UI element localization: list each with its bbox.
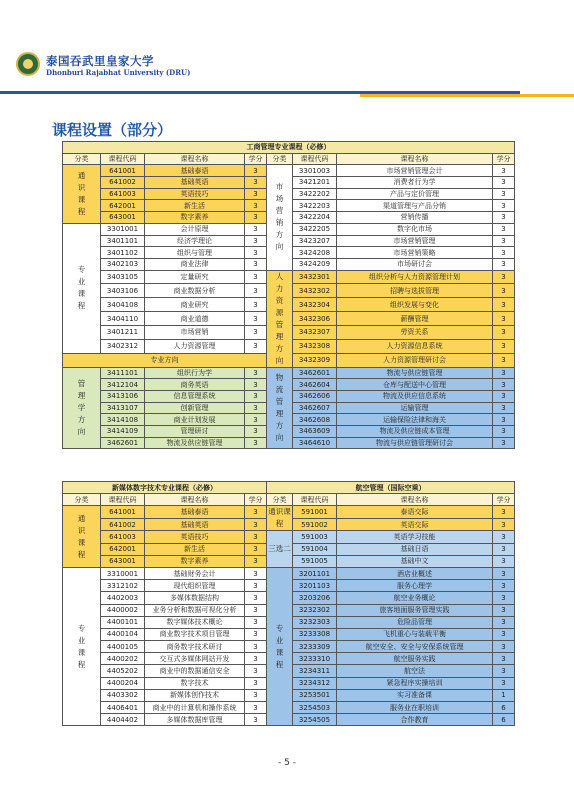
course-credit: 3 (493, 592, 515, 604)
course-name: 合作教育 (337, 714, 493, 726)
course-code: 3462608 (293, 414, 337, 426)
course-code: 3432306 (293, 312, 337, 326)
course-credit: 3 (245, 312, 267, 326)
course-code: 641002 (101, 177, 145, 189)
course-credit: 3 (493, 200, 515, 212)
course-name: 商业法律 (145, 258, 245, 270)
course-code: 643001 (101, 555, 145, 567)
course-credit: 3 (245, 555, 267, 567)
course-credit: 3 (493, 665, 515, 677)
course-name: 商务英语 (145, 379, 245, 391)
course-name: 交互式多媒体网站开发 (145, 653, 245, 665)
course-code: 3301003 (293, 165, 337, 177)
course-name: 商业中的计算机和操作系统 (145, 702, 245, 714)
column-header: 分类 (63, 494, 101, 506)
course-credit: 3 (245, 188, 267, 200)
course-credit: 3 (493, 567, 515, 579)
course-name: 商业计划发展 (145, 414, 245, 426)
course-name: 市场营销策略 (337, 247, 493, 259)
category-label: 专 业 课 程 (63, 567, 101, 725)
course-name: 多媒体数据结构 (145, 592, 245, 604)
course-code: 3234312 (293, 677, 337, 689)
course-name: 英语技巧 (145, 188, 245, 200)
course-name: 新媒体创作技术 (145, 689, 245, 701)
course-name: 营销传播 (337, 212, 493, 224)
table-row (63, 367, 515, 379)
course-name: 航空安全、安全与安保系统管理 (337, 641, 493, 653)
course-code: 3201101 (293, 567, 337, 579)
course-name: 商业数字技术项目管理 (145, 628, 245, 640)
course-code: 641003 (101, 188, 145, 200)
course-code: 3413107 (101, 402, 145, 414)
course-code: 3432309 (293, 353, 337, 367)
course-code: 591001 (293, 506, 337, 519)
course-name: 渠道管理与产品分销 (337, 200, 493, 212)
course-credit: 3 (245, 653, 267, 665)
course-name: 物流及供应链成本管理 (337, 426, 493, 438)
page-title: 课程设置（部分） (52, 121, 173, 139)
course-code: 3301001 (101, 223, 145, 235)
course-code: 3462604 (293, 379, 337, 391)
course-code: 3462601 (101, 437, 145, 449)
course-code: 3423207 (293, 235, 337, 247)
course-credit: 3 (245, 402, 267, 414)
course-credit: 3 (245, 689, 267, 701)
category-label: 人 力 资 源 管 理 方 向 (267, 270, 293, 367)
course-credit: 3 (493, 165, 515, 177)
course-credit: 3 (493, 641, 515, 653)
course-name: 组织行为学 (145, 367, 245, 379)
course-credit: 3 (493, 188, 515, 200)
course-code: 4406401 (101, 702, 145, 714)
course-credit: 3 (493, 437, 515, 449)
table-row (63, 531, 515, 543)
course-name: 英语交际 (337, 518, 493, 531)
course-name: 服务心理学 (337, 580, 493, 592)
table-header-row (63, 153, 515, 165)
course-name: 实习准备课 (337, 689, 493, 701)
course-credit: 3 (245, 567, 267, 579)
course-code: 3233308 (293, 628, 337, 640)
course-name: 旅客地面服务管理实践 (337, 604, 493, 616)
brand-name-cn: 泰国吞武里皇家大学 (46, 54, 154, 68)
course-credit: 3 (493, 367, 515, 379)
course-name: 人力资源管理研讨会 (337, 353, 493, 367)
course-credit: 6 (493, 714, 515, 726)
course-code: 4402003 (101, 592, 145, 604)
course-name: 基础泰语 (145, 165, 245, 177)
course-code: 3464610 (293, 437, 337, 449)
course-code: 3432307 (293, 325, 337, 339)
course-credit: 3 (245, 592, 267, 604)
course-name: 多媒体数据库管理 (145, 714, 245, 726)
course-credit: 3 (493, 270, 515, 284)
course-credit: 3 (245, 426, 267, 438)
course-credit: 3 (245, 235, 267, 247)
course-code: 3462601 (293, 367, 337, 379)
course-credit: 3 (493, 379, 515, 391)
column-header: 课程代码 (293, 494, 337, 506)
course-name: 组织与管理 (145, 247, 245, 259)
course-credit: 3 (493, 555, 515, 567)
column-header: 课程名称 (145, 153, 245, 165)
course-credit: 3 (245, 518, 267, 531)
category-label: 物 流 管 理 方 向 (267, 367, 293, 449)
course-credit: 3 (493, 298, 515, 312)
course-code: 3233309 (293, 641, 337, 653)
course-credit: 3 (245, 437, 267, 449)
course-name: 消费者行为学 (337, 177, 493, 189)
course-name: 经济学理论 (145, 235, 245, 247)
course-code: 4404402 (101, 714, 145, 726)
course-code: 3233310 (293, 653, 337, 665)
course-credit: 3 (493, 604, 515, 616)
course-code: 642001 (101, 200, 145, 212)
course-name: 薪酬管理 (337, 312, 493, 326)
course-name: 基础英语 (145, 518, 245, 531)
column-header: 课程代码 (101, 494, 145, 506)
page-header (0, 0, 574, 100)
course-name: 数字媒体技术概论 (145, 616, 245, 628)
column-header: 分类 (267, 153, 293, 165)
course-credit: 3 (493, 506, 515, 519)
course-credit: 3 (493, 518, 515, 531)
course-name: 基础财务会计 (145, 567, 245, 579)
table-header-row (63, 494, 515, 506)
course-code: 3424208 (293, 247, 337, 259)
course-credit: 3 (493, 284, 515, 298)
course-code: 3424209 (293, 258, 337, 270)
course-credit: 3 (245, 531, 267, 543)
course-credit: 3 (245, 284, 267, 298)
course-name: 服务业在职培训 (337, 702, 493, 714)
course-code: 3403106 (101, 284, 145, 298)
course-code: 641001 (101, 165, 145, 177)
course-name: 基础泰语 (145, 506, 245, 519)
course-name: 商业数据分析 (145, 284, 245, 298)
new-media-and-aviation-course-table (62, 481, 515, 726)
course-credit: 3 (493, 580, 515, 592)
course-credit: 3 (245, 390, 267, 402)
course-name: 泰语交际 (337, 506, 493, 519)
course-credit: 3 (493, 312, 515, 326)
table-row (63, 567, 515, 579)
course-name: 市场营销管理 (337, 235, 493, 247)
column-header: 学分 (245, 153, 267, 165)
course-code: 591002 (293, 518, 337, 531)
course-code: 3462606 (293, 390, 337, 402)
course-code: 641002 (101, 518, 145, 531)
course-code: 3432304 (293, 298, 337, 312)
course-code: 642001 (101, 543, 145, 555)
course-name: 飞机重心与装载平衡 (337, 628, 493, 640)
course-name: 现代组织管理 (145, 580, 245, 592)
course-credit: 3 (245, 223, 267, 235)
course-name: 物流及供应链管理 (145, 437, 245, 449)
course-name: 市场营销管理会计 (337, 165, 493, 177)
course-code: 3310001 (101, 567, 145, 579)
course-credit: 3 (245, 714, 267, 726)
course-name: 人力资源管理 (145, 339, 245, 353)
column-header: 课程代码 (101, 153, 145, 165)
course-name: 物流及供应信息系统 (337, 390, 493, 402)
course-credit: 3 (493, 325, 515, 339)
course-credit: 3 (245, 665, 267, 677)
category-label: 通 识 课 程 (63, 506, 101, 568)
course-name: 紧急程序实操培训 (337, 677, 493, 689)
column-header: 课程名称 (337, 153, 493, 165)
course-name: 商业道德 (145, 312, 245, 326)
course-code: 4400202 (101, 653, 145, 665)
course-code: 4400104 (101, 628, 145, 640)
course-code: 3421201 (293, 177, 337, 189)
table-row (63, 270, 515, 284)
course-credit: 3 (493, 258, 515, 270)
course-credit: 3 (493, 223, 515, 235)
course-name: 物流与供应链管理研讨会 (337, 437, 493, 449)
course-name: 定量研究 (145, 270, 245, 284)
course-credit: 3 (493, 235, 515, 247)
header-divider (0, 91, 574, 97)
course-name: 数字素养 (145, 212, 245, 224)
column-header: 学分 (493, 153, 515, 165)
page-number: - 5 - (278, 758, 296, 768)
course-credit: 3 (493, 531, 515, 543)
course-credit: 3 (493, 414, 515, 426)
course-credit: 3 (493, 653, 515, 665)
course-code: 591004 (293, 543, 337, 555)
course-code: 3312102 (101, 580, 145, 592)
course-credit: 3 (493, 247, 515, 259)
column-header: 分类 (267, 494, 293, 506)
table-row (63, 165, 515, 177)
course-name: 航空法 (337, 665, 493, 677)
course-credit: 1 (493, 689, 515, 701)
course-credit: 3 (493, 677, 515, 689)
course-name: 酒店业概述 (337, 567, 493, 579)
course-code: 3412104 (101, 379, 145, 391)
course-name: 市场营销 (145, 325, 245, 339)
course-credit: 3 (245, 258, 267, 270)
course-code: 643001 (101, 212, 145, 224)
category-label: 市 场 营 销 方 向 (267, 165, 293, 270)
course-code: 641003 (101, 531, 145, 543)
course-credit: 3 (493, 628, 515, 640)
course-name: 人力资源信息系统 (337, 339, 493, 353)
course-code: 3422204 (293, 212, 337, 224)
course-credit: 6 (493, 702, 515, 714)
course-code: 3432308 (293, 339, 337, 353)
course-code: 3232302 (293, 604, 337, 616)
course-name: 航空服务实践 (337, 653, 493, 665)
course-name: 物流与供应链管理 (337, 367, 493, 379)
course-code: 641001 (101, 506, 145, 519)
course-code: 3234311 (293, 665, 337, 677)
course-name: 劳资关系 (337, 325, 493, 339)
course-name: 招聘与选拔管理 (337, 284, 493, 298)
course-code: 3411101 (101, 367, 145, 379)
column-header: 学分 (245, 494, 267, 506)
course-name: 危险品管理 (337, 616, 493, 628)
course-code: 3401102 (101, 247, 145, 259)
course-credit: 3 (493, 212, 515, 224)
table-banner-left: 新媒体数字技术专业课程（必修） (63, 482, 267, 494)
course-credit: 3 (245, 543, 267, 555)
course-credit: 3 (245, 628, 267, 640)
course-credit: 3 (245, 414, 267, 426)
course-code: 4400101 (101, 616, 145, 628)
course-credit: 3 (245, 604, 267, 616)
course-credit: 3 (493, 390, 515, 402)
course-code: 3254505 (293, 714, 337, 726)
course-name: 商业中的数据通信安全 (145, 665, 245, 677)
course-code: 3203206 (293, 592, 337, 604)
course-name: 市场研讨会 (337, 258, 493, 270)
course-code: 4400002 (101, 604, 145, 616)
course-name: 会计原理 (145, 223, 245, 235)
course-code: 3254503 (293, 702, 337, 714)
category-label: 管 理 学 方 向 (63, 367, 101, 449)
course-code: 3462607 (293, 402, 337, 414)
course-name: 信息管理系统 (145, 390, 245, 402)
column-header: 课程名称 (145, 494, 245, 506)
course-code: 3422205 (293, 223, 337, 235)
category-label: 通 识 课 程 (63, 165, 101, 223)
course-credit: 3 (493, 402, 515, 414)
course-name: 商业研究 (145, 298, 245, 312)
course-code: 3422202 (293, 188, 337, 200)
category-label: 三选二 (267, 531, 293, 568)
course-name: 数字素养 (145, 555, 245, 567)
course-name: 新生活 (145, 200, 245, 212)
course-code: 3403105 (101, 270, 145, 284)
column-header: 学分 (493, 494, 515, 506)
course-credit: 3 (493, 426, 515, 438)
table-banner: 工商管理专业课程（必修） (63, 142, 515, 154)
category-label: 通识课程 (267, 506, 293, 531)
course-name: 运输管理 (337, 402, 493, 414)
course-code: 3422203 (293, 200, 337, 212)
course-code: 4405202 (101, 665, 145, 677)
table-row (63, 506, 515, 519)
course-credit: 3 (245, 270, 267, 284)
course-code: 3401211 (101, 325, 145, 339)
course-credit: 3 (245, 212, 267, 224)
course-credit: 3 (493, 339, 515, 353)
course-name: 运输保险法律和海关 (337, 414, 493, 426)
course-credit: 3 (245, 200, 267, 212)
course-name: 英语技巧 (145, 531, 245, 543)
course-credit: 3 (245, 325, 267, 339)
course-credit: 3 (245, 298, 267, 312)
course-name: 数字技术 (145, 677, 245, 689)
course-name: 组织发展与变化 (337, 298, 493, 312)
course-credit: 3 (493, 616, 515, 628)
course-credit: 3 (245, 702, 267, 714)
course-code: 4403302 (101, 689, 145, 701)
course-code: 3404110 (101, 312, 145, 326)
business-admin-course-table (62, 141, 515, 449)
course-credit: 3 (245, 616, 267, 628)
course-name: 仓库与配送中心管理 (337, 379, 493, 391)
course-code: 591003 (293, 531, 337, 543)
course-code: 3463609 (293, 426, 337, 438)
column-header: 分类 (63, 153, 101, 165)
course-name: 管理研讨 (145, 426, 245, 438)
course-code: 4400204 (101, 677, 145, 689)
section-banner: 专业方向 (63, 353, 267, 367)
course-credit: 3 (245, 379, 267, 391)
course-credit: 3 (245, 641, 267, 653)
course-credit: 3 (245, 247, 267, 259)
category-label: 专 业 课 程 (63, 223, 101, 353)
course-name: 数字化市场 (337, 223, 493, 235)
brand-name-en: Dhonburi Rajabhat University (DRU) (46, 68, 191, 77)
course-code: 591005 (293, 555, 337, 567)
course-code: 3402103 (101, 258, 145, 270)
course-code: 3404108 (101, 298, 145, 312)
category-label: 专 业 课 程 (267, 567, 293, 725)
course-name: 基础中文 (337, 555, 493, 567)
course-code: 3201103 (293, 580, 337, 592)
course-name: 商务数字技术研讨 (145, 641, 245, 653)
column-header: 课程名称 (337, 494, 493, 506)
university-logo-icon (16, 52, 40, 76)
course-name: 英语学习技能 (337, 531, 493, 543)
course-code: 3402312 (101, 339, 145, 353)
course-credit: 3 (245, 580, 267, 592)
course-credit: 3 (245, 506, 267, 519)
course-credit: 3 (493, 177, 515, 189)
course-credit: 3 (245, 177, 267, 189)
course-credit: 3 (493, 543, 515, 555)
course-code: 3401101 (101, 235, 145, 247)
course-code: 3414108 (101, 414, 145, 426)
table-banner-row (63, 142, 515, 154)
column-header: 课程代码 (293, 153, 337, 165)
course-credit: 3 (245, 367, 267, 379)
course-name: 组织分析与人力资源管理计划 (337, 270, 493, 284)
course-name: 新生活 (145, 543, 245, 555)
course-name: 产品与定价管理 (337, 188, 493, 200)
course-credit: 3 (245, 339, 267, 353)
table-banner-row (63, 482, 515, 494)
course-name: 基础日语 (337, 543, 493, 555)
course-code: 3432301 (293, 270, 337, 284)
course-name: 航空业务概论 (337, 592, 493, 604)
table-banner-right: 航空管理（国际空乘） (267, 482, 515, 494)
course-name: 基础英语 (145, 177, 245, 189)
course-credit: 3 (493, 353, 515, 367)
course-code: 3413106 (101, 390, 145, 402)
course-credit: 3 (245, 165, 267, 177)
course-credit: 3 (245, 677, 267, 689)
course-code: 3432302 (293, 284, 337, 298)
course-code: 3414109 (101, 426, 145, 438)
course-name: 创新管理 (145, 402, 245, 414)
course-code: 3253501 (293, 689, 337, 701)
course-name: 业务分析和数据可视化分析 (145, 604, 245, 616)
course-code: 3232303 (293, 616, 337, 628)
course-code: 4400105 (101, 641, 145, 653)
